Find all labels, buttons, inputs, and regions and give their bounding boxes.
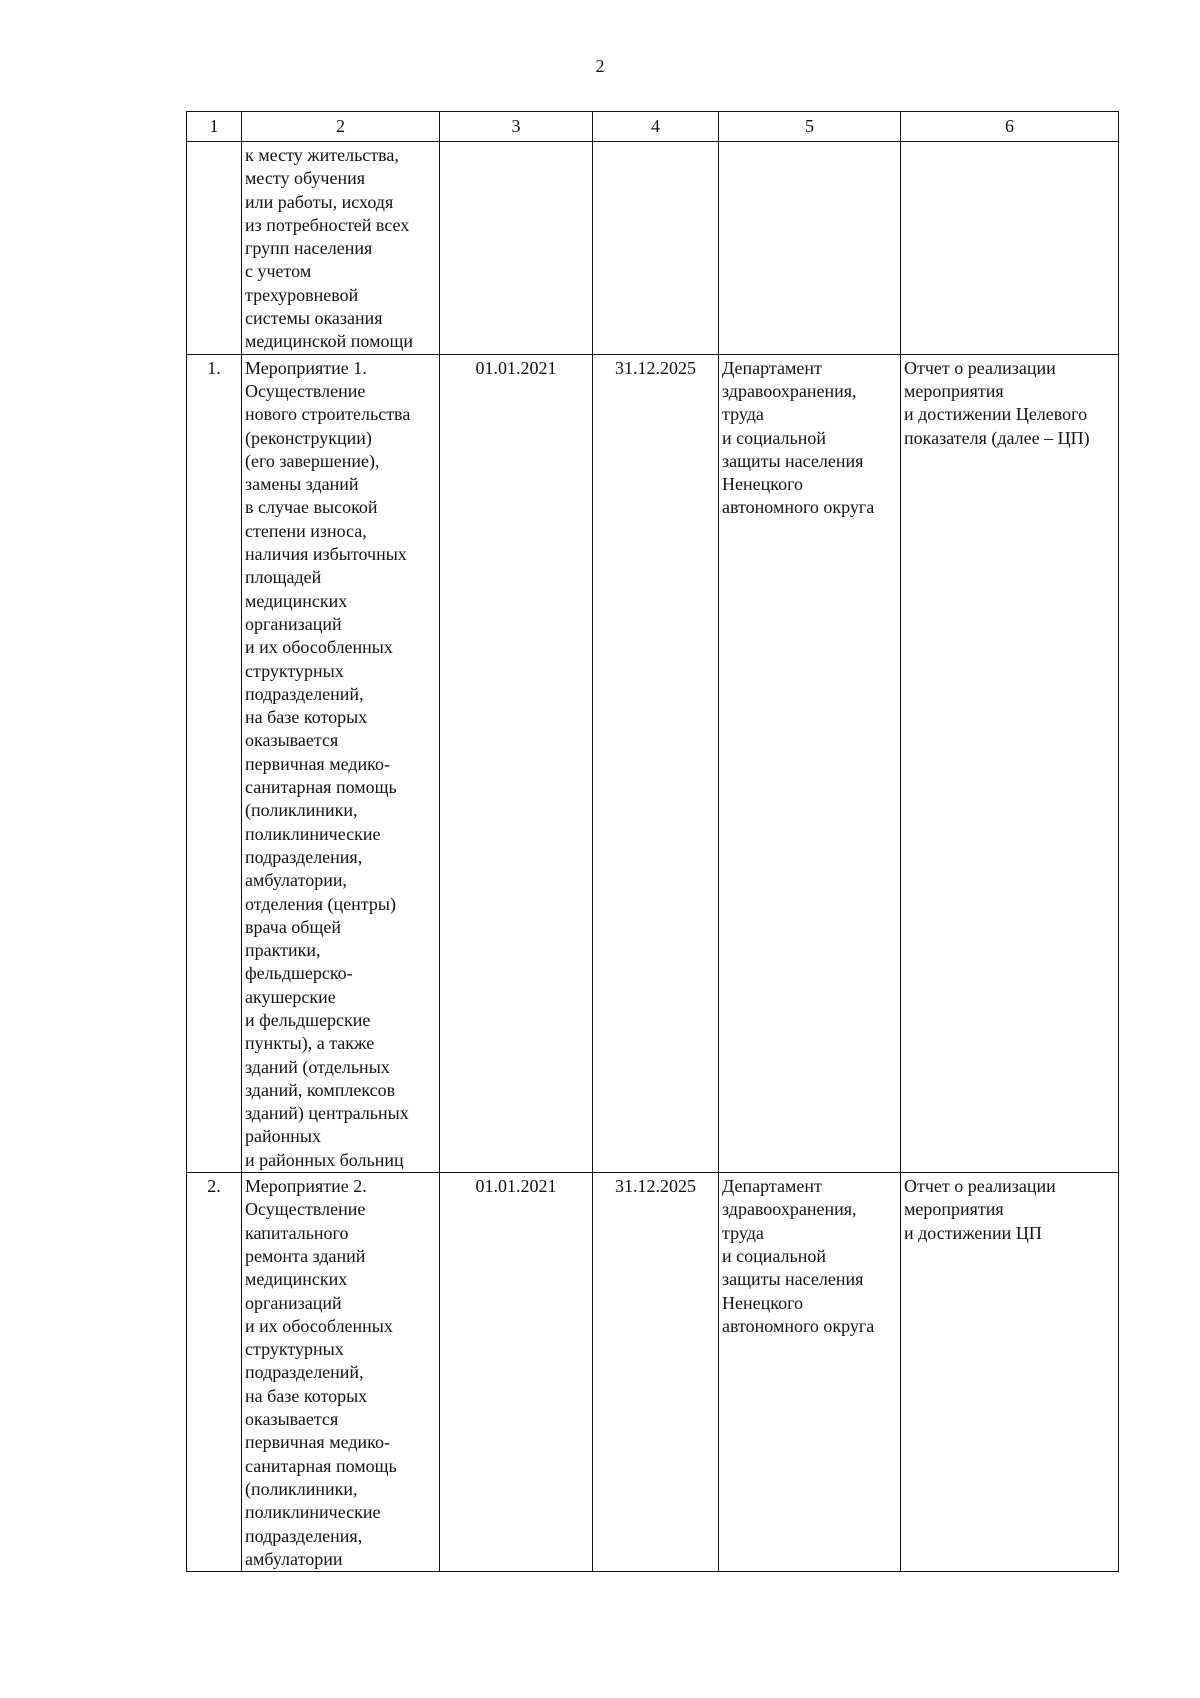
responsible-executor-line: защиты населения [722, 1269, 864, 1290]
activity-description-line: в случае высокой [245, 497, 378, 518]
activity-description-line: поликлинические [245, 823, 381, 844]
activity-description-line: (поликлиники, [245, 800, 358, 821]
activity-description-line: отделения (центры) [245, 893, 396, 914]
activity-description-line: санитарная помощь [245, 1455, 397, 1476]
activity-description-line: и их обособленных [245, 637, 393, 658]
activity-description-line: пункты), а также [245, 1033, 375, 1054]
end-date: 31.12.2025 [593, 1173, 719, 1572]
activity-description-line: санитарная помощь [245, 777, 397, 798]
activity-description-line: фельдшерско- [245, 963, 353, 984]
activity-description-line: на базе которых [245, 707, 368, 728]
activity-description-line: трехуровневой [245, 284, 359, 305]
responsible-executor-line: труда [722, 1222, 764, 1243]
page-number: 2 [595, 56, 605, 76]
responsible-executor-line: и социальной [722, 427, 826, 448]
responsible-executor-line: здравоохранения, [722, 1199, 857, 1220]
activity-description-line: и их обособленных [245, 1315, 393, 1336]
activity-description-line: организаций [245, 613, 342, 634]
activity-description-line: структурных [245, 1339, 344, 1360]
responsible-executor [719, 1173, 901, 1572]
start-date: 01.01.2021 [440, 354, 593, 1172]
expected-result [901, 354, 1119, 1172]
responsible-executor-line: автономного округа [722, 497, 875, 518]
expected-result-line: и достижении Целевого [904, 404, 1088, 425]
activity-description [242, 1173, 440, 1572]
column-number: 1 [187, 112, 242, 142]
expected-result [901, 142, 1119, 355]
activity-description-line: и районных больниц [245, 1149, 404, 1170]
activity-description-line: медицинских [245, 1269, 348, 1290]
row-number [187, 142, 242, 355]
activity-description-line: (его завершение), [245, 450, 380, 471]
expected-result [901, 1173, 1119, 1572]
column-number: 2 [242, 112, 440, 142]
activity-description-line: амбулатории [245, 1548, 343, 1569]
activity-description-line: на базе которых [245, 1385, 368, 1406]
activity-description-line: нового строительства [245, 404, 411, 425]
activity-description-line: Осуществление [245, 1199, 366, 1220]
responsible-executor-line: и социальной [722, 1245, 826, 1266]
responsible-executor-line: Департамент [722, 1176, 822, 1197]
row-number: 2. [187, 1173, 242, 1572]
responsible-executor-line: автономного округа [722, 1315, 875, 1336]
column-number-row [187, 112, 1119, 142]
activity-description-line: подразделения, [245, 846, 363, 867]
column-number: 5 [719, 112, 901, 142]
activity-description-line: медицинских [245, 590, 348, 611]
responsible-executor-line: защиты населения [722, 450, 864, 471]
activity-description-line: к месту жительства, [245, 145, 399, 165]
row-number: 1. [187, 354, 242, 1172]
activity-description-line: зданий) центральных [245, 1103, 409, 1124]
activity-description-line: системы оказания [245, 308, 383, 329]
activity-description-line: первичная медико- [245, 753, 390, 774]
table-row [187, 354, 1119, 1172]
column-number: 4 [593, 112, 719, 142]
activity-description-line: зданий (отдельных [245, 1056, 390, 1077]
activity-description-line: первичная медико- [245, 1432, 390, 1453]
end-date [593, 142, 719, 355]
activity-description-line: степени износа, [245, 520, 367, 541]
activities-table [186, 111, 1119, 1572]
end-date: 31.12.2025 [593, 354, 719, 1172]
activity-description-line: поликлинические [245, 1502, 381, 1523]
activity-description-line: районных [245, 1126, 321, 1147]
activity-description-line: акушерские [245, 986, 336, 1007]
start-date: 01.01.2021 [440, 1173, 593, 1572]
responsible-executor-line: Ненецкого [722, 474, 804, 495]
activity-description-line: площадей [245, 567, 322, 588]
responsible-executor [719, 354, 901, 1172]
activity-description-line: или работы, исходя [245, 191, 394, 212]
activity-description-line: практики, [245, 940, 321, 961]
expected-result-line: Отчет о реализации [904, 1176, 1056, 1197]
table-row [187, 142, 1119, 355]
activity-description-line: групп населения [245, 238, 373, 259]
activity-description-line: месту обучения [245, 168, 366, 189]
expected-result-line: Отчет о реализации [904, 357, 1056, 378]
activity-description-line: с учетом [245, 261, 312, 282]
activity-description-line: Мероприятие 2. [245, 1176, 367, 1197]
responsible-executor-line: Департамент [722, 357, 822, 378]
column-number: 3 [440, 112, 593, 142]
activity-description-line: подразделений, [245, 683, 364, 704]
activity-description-line: оказывается [245, 1409, 339, 1430]
activity-description-line: медицинской помощи [245, 331, 413, 352]
activity-description-line: Осуществление [245, 380, 366, 401]
activity-description-line: и фельдшерские [245, 1009, 371, 1030]
responsible-executor-line: труда [722, 404, 764, 425]
expected-result-line: показателя (далее – ЦП) [904, 427, 1090, 448]
activity-description-line: зданий, комплексов [245, 1079, 396, 1100]
activity-description-line: (поликлиники, [245, 1478, 358, 1499]
activity-description-line: оказывается [245, 730, 339, 751]
start-date [440, 142, 593, 355]
expected-result-line: мероприятия [904, 1199, 1004, 1220]
activity-description-line: капитального [245, 1222, 349, 1243]
activity-description-line: из потребностей всех [245, 214, 410, 235]
responsible-executor-line: Ненецкого [722, 1292, 804, 1313]
responsible-executor [719, 142, 901, 355]
activity-description-line: подразделений, [245, 1362, 364, 1383]
activity-description-line: врача общей [245, 916, 341, 937]
expected-result-line: и достижении ЦП [904, 1222, 1042, 1243]
activity-description-line: амбулатории, [245, 870, 347, 891]
activity-description-line: наличия избыточных [245, 544, 407, 565]
expected-result-line: мероприятия [904, 380, 1004, 401]
activity-description [242, 142, 440, 355]
activity-description-line: Мероприятие 1. [245, 357, 367, 378]
activity-description-line: (реконструкции) [245, 427, 372, 448]
activity-description-line: замены зданий [245, 474, 359, 495]
activity-description-line: структурных [245, 660, 344, 681]
activity-description-line: организаций [245, 1292, 342, 1313]
responsible-executor-line: здравоохранения, [722, 380, 857, 401]
table-row [187, 1173, 1119, 1572]
activity-description-line: подразделения, [245, 1525, 363, 1546]
column-number: 6 [901, 112, 1119, 142]
activity-description-line: ремонта зданий [245, 1245, 366, 1266]
activity-description [242, 354, 440, 1172]
table-body [187, 142, 1119, 1572]
